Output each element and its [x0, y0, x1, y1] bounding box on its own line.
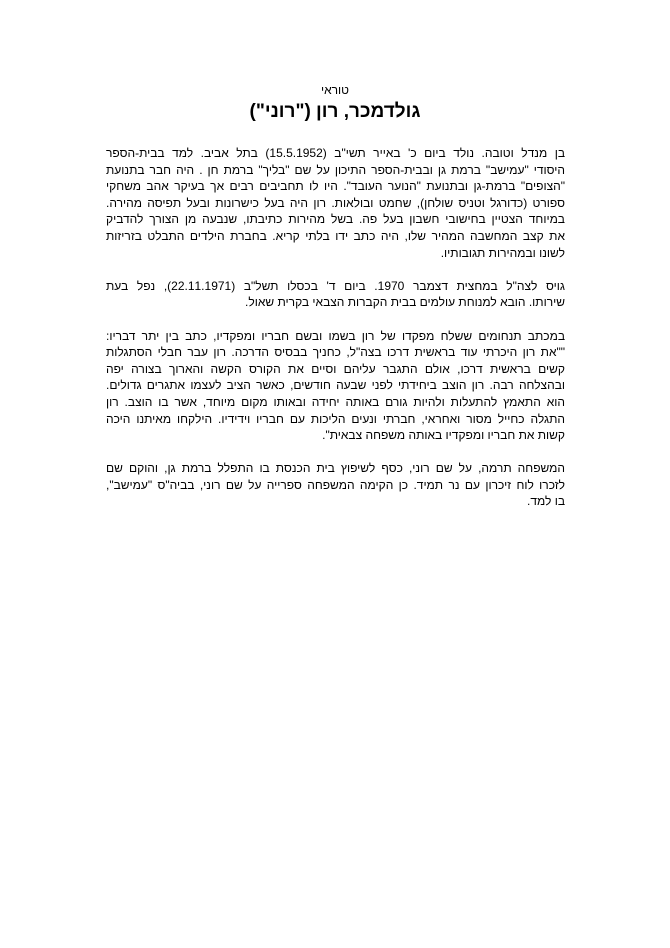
text-line: ספורט (כדורגל וטניס שולחן), שחמט ובולאות. רון היה בעל כישרונות ובעל תפיסה מהירה. [106, 195, 565, 210]
text-line: התגלה כחייל מסור ואחראי, חברתי ונעים הליכות עם חבריו וידידיו. הילקחו מאיתנו היכה [106, 411, 565, 426]
paragraph [106, 328, 565, 444]
text-line: הוא התאמץ להתעלות ולהיות גורם באותה יחידה ובאותו מקום מיוחד, אשר בו הוצב. רון [106, 394, 565, 409]
text-line: לשונו ובמהירות תגובותיו. [440, 245, 565, 260]
paragraph [106, 145, 565, 261]
text-line: המשפחה תרמה, על שם רוני, כסף לשיפוץ בית הכנסת בו התפלל ברמת גן, והוקם שם [106, 461, 565, 476]
text-line: שירותו. הובא למנוחת עולמים בבית הקברות הצבאי בקרית שאול. [245, 295, 565, 310]
page-title: גולדמכר, רון ("רוני") [249, 101, 421, 122]
text-line: היסודי "עמישב" ברמת גן ובבית-הספר התיכון על שם "בליך" ברמת חן . היה חבר בתנועת [106, 162, 565, 177]
text-line: קשים בראשית דרכו, אולם התגבר עליהם וסיים את הקורס הקשה והארוך בצורה יפה [106, 361, 565, 376]
text-line: במיוחד הצטיין בחישובי חשבון בעל פה. בשל מהירות כתיבתו, שנבעה מן הצורך להדביק [106, 212, 565, 227]
text-line: ""את רון היכרתי עוד בראשית דרכו בצה"ל, כחניך בבסיס הדרכה. רון עבר חבלי הסתגלות [106, 345, 565, 360]
text-line: קשות את חבריו ומפקדיו באותה משפחה צבאית". [322, 428, 565, 443]
text-line: בו למד. [527, 494, 565, 509]
text-line: את קצב המחשבה המהיר שלו, היה כתב ידו בלתי קריא. בחברת הילדים התבלט בזריזות [106, 228, 565, 243]
text-line: בן מנדל וטובה. נולד ביום כ' באייר תשי"ב (15.5.1952) בתל אביב. למד בבית-הספר [106, 146, 565, 160]
text-line: ובהצלחה רבה. רון הוצב ביחידתי לפני שבעה חודשים, כאשר הציב לעצמו אתגרים גדולים. [106, 378, 565, 393]
text-line: גויס לצה"ל במחצית דצמבר 1970. ביום ד' בכסלו תשל"ב (22.11.1971), נפל בעת [106, 278, 565, 293]
text-line: לזכרו לוח זיכרון עם נר תמיד. כן הקימה המשפחה ספרייה על שם רוני, בביה"ס "עמישב", [106, 477, 565, 492]
paragraph [106, 278, 565, 311]
text-line: במכתב תנחומים ששלח מפקדו של רון בשמו ובשם חבריו ומפקדיו, כתב בין יתר דבריו: [106, 328, 565, 343]
paragraph [106, 460, 565, 510]
text-line: "הצופים" ברמת-גן ובתנועת "הנוער העובד". היו לו תחביבים רבים אך בעיקר אהב משחקי [106, 179, 565, 194]
biography-text [106, 145, 565, 510]
rank-label: טוראי [320, 83, 349, 97]
